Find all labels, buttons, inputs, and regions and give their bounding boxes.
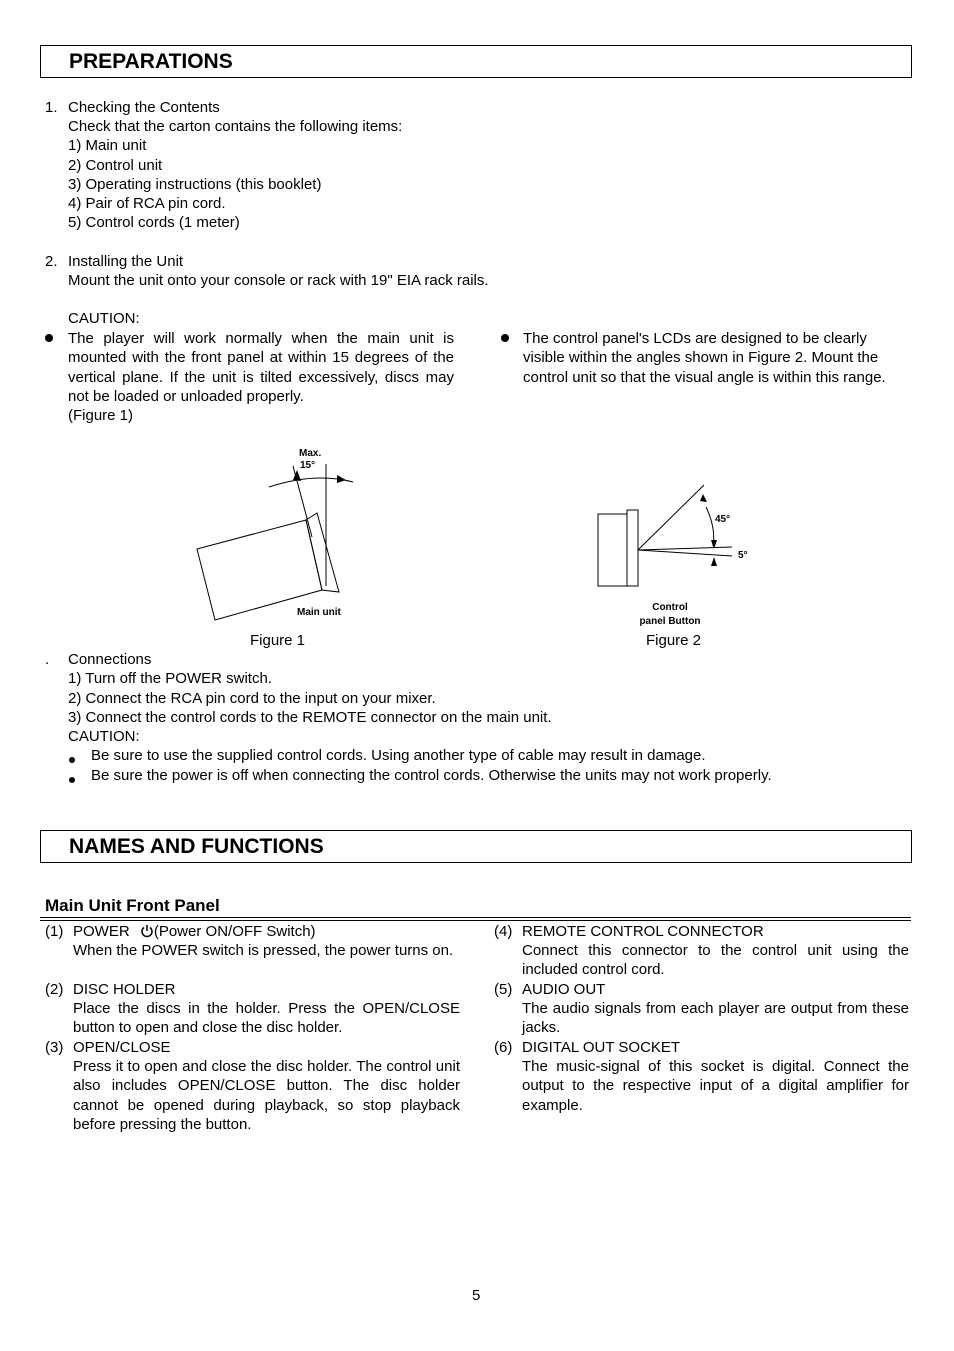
preparations-header xyxy=(40,45,912,78)
section-title: PREPARATIONS xyxy=(69,50,233,73)
caution-label: CAUTION: xyxy=(68,310,140,327)
figure-2-caption: Figure 2 xyxy=(646,632,702,649)
item-heading: Checking the Contents xyxy=(68,99,220,116)
entry-description: Place the discs in the holder. Press the OPEN/CLOSE button to open and close the disc holder. xyxy=(73,1000,460,1037)
item-heading: Installing the Unit xyxy=(68,253,184,270)
angle-label: 15° xyxy=(300,460,316,471)
angle-5-label: 5° xyxy=(738,550,748,561)
figure-2-diagram xyxy=(590,480,770,630)
entry-number: (5) xyxy=(494,981,513,998)
figure-reference: (Figure 1) xyxy=(68,407,134,424)
item-number: . xyxy=(45,651,50,668)
list-item: 1) Turn off the POWER switch. xyxy=(68,670,272,687)
main-unit-front-panel xyxy=(306,513,339,592)
divider xyxy=(40,917,911,918)
main-unit-body xyxy=(197,520,322,620)
arrow-icon xyxy=(700,494,707,502)
entry-label-text: (Power ON/OFF Switch) xyxy=(153,923,316,940)
control-unit-body xyxy=(598,514,627,586)
bullet-icon xyxy=(69,777,75,783)
angle-45-label: 45° xyxy=(715,514,731,525)
view-angle-line-top xyxy=(638,485,704,550)
entry-number: (3) xyxy=(45,1039,64,1056)
entry-number: (2) xyxy=(45,981,64,998)
control-label-line1: Control xyxy=(652,602,688,613)
item-number: 1. xyxy=(45,99,58,116)
list-item: 2) Control unit xyxy=(68,157,163,174)
entry-description: The audio signals from each player are output from these jacks. xyxy=(522,1000,909,1037)
bullet-icon xyxy=(69,757,75,763)
list-item: 5) Control cords (1 meter) xyxy=(68,214,240,231)
list-item: 4) Pair of RCA pin cord. xyxy=(68,195,226,212)
caution-bullet: Be sure to use the supplied control cords. Using another type of cable may result in damage. xyxy=(91,747,706,764)
entry-number: (6) xyxy=(494,1039,513,1056)
arrow-icon xyxy=(711,557,717,566)
page-number: 5 xyxy=(472,1287,481,1304)
entry-description: Press it to open and close the disc holder. The control unit also includes OPEN/CLOSE button. The disc holder cannot be opened during playback, so stop playback before pressing the button. xyxy=(73,1058,460,1133)
caution-label: CAUTION: xyxy=(68,728,140,745)
entry-label xyxy=(73,922,316,941)
main-unit-label: Main unit xyxy=(297,607,341,618)
subsection-title: Main Unit Front Panel xyxy=(45,896,220,915)
control-label-line2: panel Button xyxy=(639,616,701,627)
entry-number: (1) xyxy=(45,923,64,940)
power-icon xyxy=(140,924,154,938)
entry-label: AUDIO OUT xyxy=(522,981,606,998)
list-item: 1) Main unit xyxy=(68,137,147,154)
caution-text-right: The control panel's LCDs are designed to be clearly visible within the angles shown in Figure 2. Mount the control unit so that the visual angle is within this range. xyxy=(523,330,886,386)
figure-1-diagram xyxy=(185,440,385,630)
bullet-icon xyxy=(501,334,509,342)
list-item: 2) Connect the RCA pin cord to the input on your mixer. xyxy=(68,690,436,707)
entry-label: OPEN/CLOSE xyxy=(73,1039,171,1056)
caution-text-left: The player will work normally when the main unit is mounted with the front panel at within 15 degrees of the vertical plane. If the unit is tilted excessively, discs may not be loaded or unloaded properly. xyxy=(68,330,454,405)
control-unit-panel xyxy=(627,510,638,586)
item-heading: Connections xyxy=(68,651,152,668)
item-intro: Check that the carton contains the following items: xyxy=(68,118,403,135)
bullet-icon xyxy=(45,334,53,342)
view-angle-line-bottom xyxy=(638,550,732,556)
section-title: NAMES AND FUNCTIONS xyxy=(69,835,324,858)
entry-label: REMOTE CONTROL CONNECTOR xyxy=(522,923,764,940)
item-text: Mount the unit onto your console or rack with 19" EIA rack rails. xyxy=(68,272,489,289)
entry-description: The music-signal of this socket is digital. Connect the output to the respective input of a digital amplifier for example. xyxy=(522,1058,909,1114)
arrow-icon xyxy=(337,475,346,483)
view-angle-line-mid xyxy=(638,547,732,550)
entry-label: DIGITAL OUT SOCKET xyxy=(522,1039,681,1056)
item-number: 2. xyxy=(45,253,58,270)
entry-label: DISC HOLDER xyxy=(73,981,176,998)
entry-description: Connect this connector to the control unit using the included control cord. xyxy=(522,942,909,979)
list-item: 3) Operating instructions (this booklet) xyxy=(68,176,322,193)
figure-1-caption: Figure 1 xyxy=(250,632,306,649)
names-functions-header xyxy=(40,830,912,863)
list-item: 3) Connect the control cords to the REMOTE connector on the main unit. xyxy=(68,709,552,726)
entry-label-text: POWER xyxy=(73,923,134,940)
max-label: Max. xyxy=(299,448,322,459)
entry-description: When the POWER switch is pressed, the power turns on. xyxy=(73,942,454,959)
divider xyxy=(40,920,911,921)
entry-number: (4) xyxy=(494,923,513,940)
caution-bullet: Be sure the power is off when connecting the control cords. Otherwise the units may not work properly. xyxy=(91,767,772,784)
